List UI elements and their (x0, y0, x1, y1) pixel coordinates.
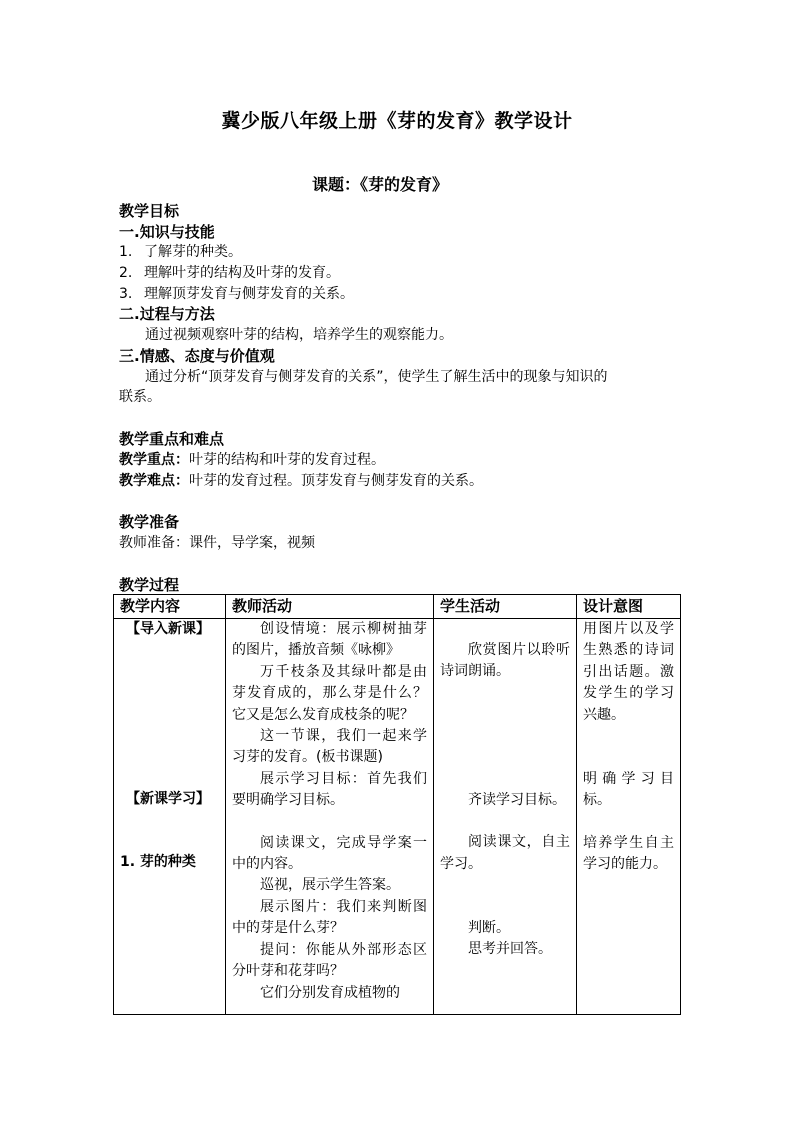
teacher-step: 创设情境：展示柳树抽芽的图片，播放音频《咏柳》 (232, 621, 427, 659)
intent-text: 明确学习目标。 (583, 771, 674, 809)
col-header-teacher: 教师活动 (226, 595, 434, 619)
teacher-step: 巡视，展示学生答案。 (260, 877, 400, 894)
process-text: 通过视频观察叶芽的结构，培养学生的观察能力。 (145, 327, 453, 343)
col-header-content: 教学内容 (114, 595, 226, 619)
content-new-lesson: 【新课学习】 (126, 791, 210, 808)
student-step: 思考并回答。 (468, 941, 552, 958)
difficulty-label: 教学难点： (119, 473, 189, 489)
intent-text: 用图片以及学生熟悉的诗词引出话题。激发学生的学习兴趣。 (583, 621, 674, 723)
student-step: 齐读学习目标。 (468, 791, 566, 808)
intent-text: 培养学生自主学习的能力。 (583, 834, 674, 873)
teacher-step: 它们分别发育成植物的 (260, 984, 400, 1001)
table-header-row (114, 595, 681, 619)
difficulty-text: 叶芽的发育过程。顶芽发育与侧芽发育的关系。 (189, 473, 483, 489)
teacher-step: 阅读课文，完成导学案一中的内容。 (232, 834, 427, 873)
teacher-step: 展示学习目标：首先我们要明确学习目标。 (232, 770, 427, 809)
lesson-subtitle: 课题：《芽的发育》 (312, 175, 449, 194)
prep-text: 教师准备：课件，导学案，视频 (119, 535, 315, 551)
item-text: 理解顶芽发育与侧芽发育的关系。 (144, 286, 354, 302)
col-header-intent: 设计意图 (577, 595, 681, 619)
item-number: 1. (119, 244, 133, 260)
process-heading: 二.过程与方法 (119, 305, 215, 323)
keypoints-heading: 教学重点和难点 (119, 430, 225, 448)
document-title: 冀少版八年级上册《芽的发育》教学设计 (221, 110, 573, 132)
focus-label: 教学重点： (119, 452, 189, 468)
goals-heading: 教学目标 (119, 202, 180, 220)
emotion-text-line1: 通过分析“顶芽发育与侧芽发育的关系”，使学生了解生活中的现象与知识的 (145, 369, 608, 385)
content-intro: 【导入新课】 (126, 621, 210, 637)
intent-cell (577, 619, 681, 1015)
content-cell (114, 619, 226, 1015)
item-number: 2. (119, 265, 133, 281)
knowledge-heading: 一.知识与技能 (119, 223, 215, 241)
knowledge-item (119, 284, 679, 305)
emotion-text-line2: 联系。 (119, 389, 161, 405)
student-step: 欣赏图片以聆听诗词朗诵。 (440, 642, 570, 680)
teacher-step: 展示图片：我们来判断图中的芽是什么芽？ (232, 898, 427, 937)
student-cell (434, 619, 577, 1015)
teacher-step: 这一节课，我们一起来学习芽的发育。(板书课题) (232, 728, 427, 766)
focus-line (119, 450, 679, 471)
student-step: 判断。 (468, 920, 510, 937)
table-row (114, 619, 681, 1015)
student-step: 阅读课文，自主学习。 (440, 834, 570, 872)
teacher-step: 提问：你能从外部形态区分叶芽和花芽吗？ (232, 941, 427, 980)
difficulty-line (119, 471, 679, 492)
knowledge-item (119, 263, 679, 284)
focus-text: 叶芽的结构和叶芽的发育过程。 (189, 452, 385, 468)
content-bud-types: 1. 芽的种类 (120, 853, 196, 870)
teacher-cell (226, 619, 434, 1015)
prep-heading: 教学准备 (119, 513, 180, 531)
item-text: 了解芽的种类。 (144, 244, 242, 260)
item-text: 理解叶芽的结构及叶芽的发育。 (144, 265, 340, 281)
teacher-step: 万千枝条及其绿叶都是由芽发育成的，那么芽是什么？它又是怎么发育成枝条的呢？ (232, 663, 427, 723)
item-number: 3. (119, 286, 133, 302)
procedure-table (113, 594, 681, 1015)
procedure-heading: 教学过程 (119, 576, 180, 594)
emotion-heading: 三.情感、态度与价值观 (119, 347, 275, 365)
knowledge-item (119, 242, 679, 263)
col-header-student: 学生活动 (434, 595, 577, 619)
